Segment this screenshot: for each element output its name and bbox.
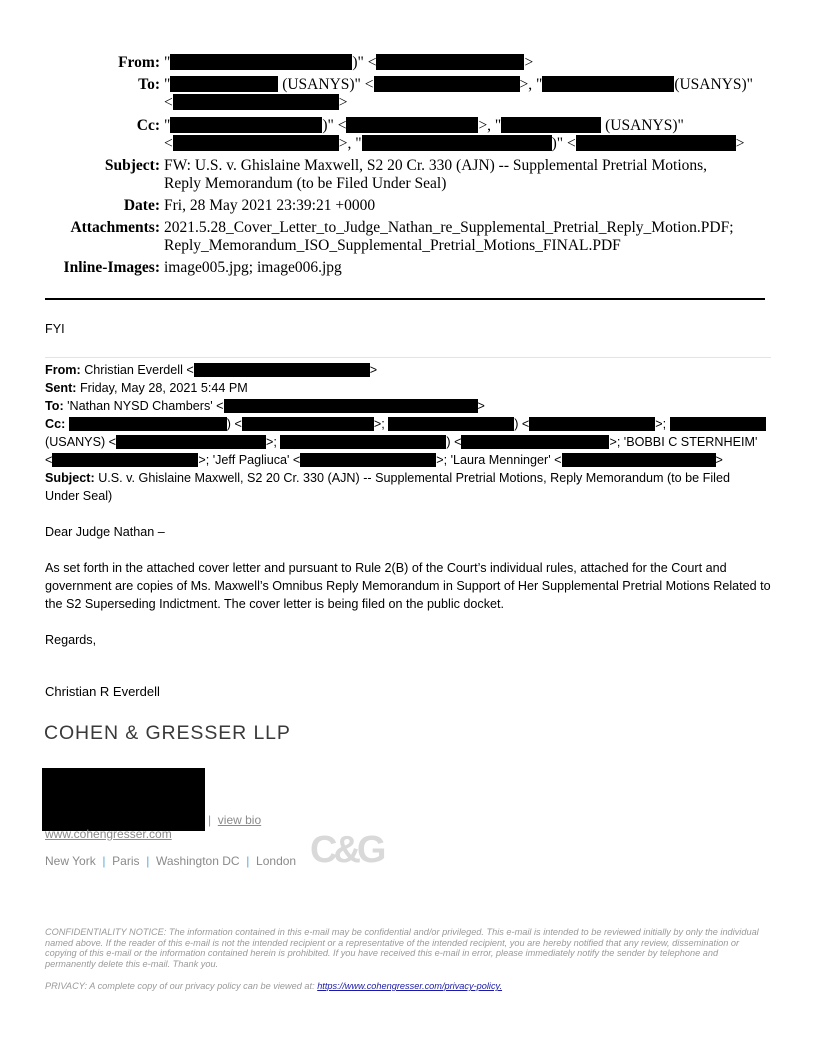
signature-image-redaction [42,768,205,831]
office-separator: | [146,854,150,868]
fwd-cc-row-3: < >; 'Jeff Pagliuca' < >; 'Laura Menninger' < > [45,453,723,467]
redaction [242,417,374,431]
fyi-text: FYI [45,322,65,336]
date-label: Date: [123,197,160,214]
fwd-cc-usanys: (USANYS) < [45,435,117,449]
subject-line-2: Reply Memorandum (to be Filed Under Seal) [164,175,447,192]
closing: Regards, [45,633,97,647]
attachments-label: Attachments: [70,219,160,236]
redaction [170,76,278,92]
from-value: " )" < > [164,54,534,71]
fwd-cc-jeff: ; 'Jeff Pagliuca' < [205,453,301,467]
redaction [69,417,227,431]
fwd-subject-line-2: Under Seal) [45,489,113,503]
subject-label: Subject: [104,157,160,174]
to-value: " (USANYS)" < >, " (USANYS)" [164,76,753,93]
office-separator: | [246,854,250,868]
from-label: From: [118,54,160,71]
office-paris: Paris [112,854,140,868]
privacy-link[interactable]: https://www.cohengresser.com/privacy-policy. [317,981,503,991]
redaction [562,453,716,467]
redaction [374,76,520,92]
view-bio-link[interactable]: view bio [217,813,262,827]
office-new-york: New York [45,854,96,868]
privacy-prefix: PRIVACY: A complete copy of our privacy policy can be viewed at: [45,981,318,991]
greeting: Dear Judge Nathan – [45,525,165,539]
redaction [376,54,524,70]
fwd-cc-laura: ; 'Laura Menninger' < [443,453,562,467]
redaction [670,417,766,431]
redaction [300,453,436,467]
cc-value-cont: < >, " )" < > [164,135,745,152]
redaction [173,135,339,151]
offices-row [45,854,296,868]
signature-name: Christian R Everdell [45,684,160,699]
cc-usanys: (USANYS)" [605,117,684,134]
cc-label: Cc: [136,117,160,134]
fwd-subject-label: Subject: [45,471,95,485]
date-value: Fri, 28 May 2021 23:39:21 +0000 [164,197,376,214]
office-washington: Washington DC [155,854,240,868]
cc-value: " )" < >, " (USANYS)" [164,117,684,134]
fwd-subject-line-1: U.S. v. Ghislaine Maxwell, S2 20 Cr. 330 (AJN) -- Supplemental Pretrial Motions, Reply Memorandum (to be Filed [98,471,730,485]
fwd-cc-label: Cc: [45,417,66,431]
redaction [194,363,370,377]
fwd-subject-row [45,469,730,487]
fwd-sent-label: Sent: [45,381,77,395]
website-link[interactable] [45,827,172,841]
redaction [52,453,198,467]
redaction [362,135,552,151]
to-value-cont: < > [164,94,348,111]
fwd-from-row: From: Christian Everdell < > [45,363,378,377]
fwd-cc-bobbi: ; 'BOBBI C STERNHEIM' [616,435,758,449]
redaction [461,435,609,449]
redaction [388,417,514,431]
to-label: To: [138,76,160,93]
confidentiality-notice: CONFIDENTIALITY NOTICE: The information contained in this e-mail may be confidential and/or privileged. This e-mail is intended to be reviewed initially by only the individual named above. If the reader of this e-mail is not the intended recipient or a representative of the intended recipient, you are hereby notified that any review, dissemination or copying of this e-mail or the information contained herein is prohibited. If you have received this e-mail in error, please immediately notify the sender by telephone and permanently delete this e-mail. Thank you. [45,927,759,969]
redaction [173,94,339,110]
redaction [576,135,736,151]
bio-separator: | [208,813,212,827]
attachment-2[interactable]: Reply_Memorandum_ISO_Supplemental_Pretrial_Motions_FINAL.PDF [164,237,621,254]
fwd-from-value: Christian Everdell < [84,363,194,377]
fwd-to-row: To: 'Nathan NYSD Chambers' < > [45,399,485,413]
redaction [529,417,655,431]
redaction [501,117,601,133]
attachment-1[interactable]: 2021.5.28_Cover_Letter_to_Judge_Nathan_re_Supplemental_Pretrial_Reply_Motion.PDF; [164,219,734,236]
header-divider [45,298,765,300]
office-london: London [256,854,297,868]
to-usanys-1: (USANYS)" < [282,76,374,93]
to-usanys-2: (USANYS)" [674,76,753,93]
redaction [542,76,674,92]
redaction [170,54,352,70]
redaction [346,117,478,133]
fwd-sent-row [45,379,248,397]
cg-logo: C&G [310,829,383,871]
inline-images-label: Inline-Images: [63,259,160,276]
redaction [280,435,446,449]
firm-wordmark: COHEN & GRESSER LLP [44,722,291,744]
inline-images-value: image005.jpg; image006.jpg [164,259,342,276]
privacy-notice [45,981,502,992]
website-link-text[interactable]: www.cohengresser.com [45,827,172,841]
office-separator: | [102,854,106,868]
fwd-to-label: To: [45,399,64,413]
fwd-sent-value: Friday, May 28, 2021 5:44 PM [79,381,248,395]
redaction [224,399,478,413]
fwd-from-label: From: [45,363,81,377]
fwd-cc-row: Cc: ) < >; ) < >; [45,415,766,433]
subject-line-1: FW: U.S. v. Ghislaine Maxwell, S2 20 Cr. 330 (AJN) -- Supplemental Pretrial Motions, [164,157,708,174]
bio-row [208,813,261,827]
redaction [116,435,266,449]
fwd-cc-row-2: (USANYS) < >; ) < >; 'BOBBI C STERNHEIM' [45,435,758,449]
forward-divider [45,357,771,358]
body-paragraph: As set forth in the attached cover letter and pursuant to Rule 2(B) of the Court’s individual rules, attached for the Court and government are copies of Ms. Maxwell’s Omnibus Reply Memorandum in Support of Her Supplemental Pretrial Motions Related to the S2 Superseding Indictment. The cover letter is being filed on the public docket. [45,561,771,611]
fwd-to-value: 'Nathan NYSD Chambers' < [67,399,224,413]
redaction [170,117,322,133]
